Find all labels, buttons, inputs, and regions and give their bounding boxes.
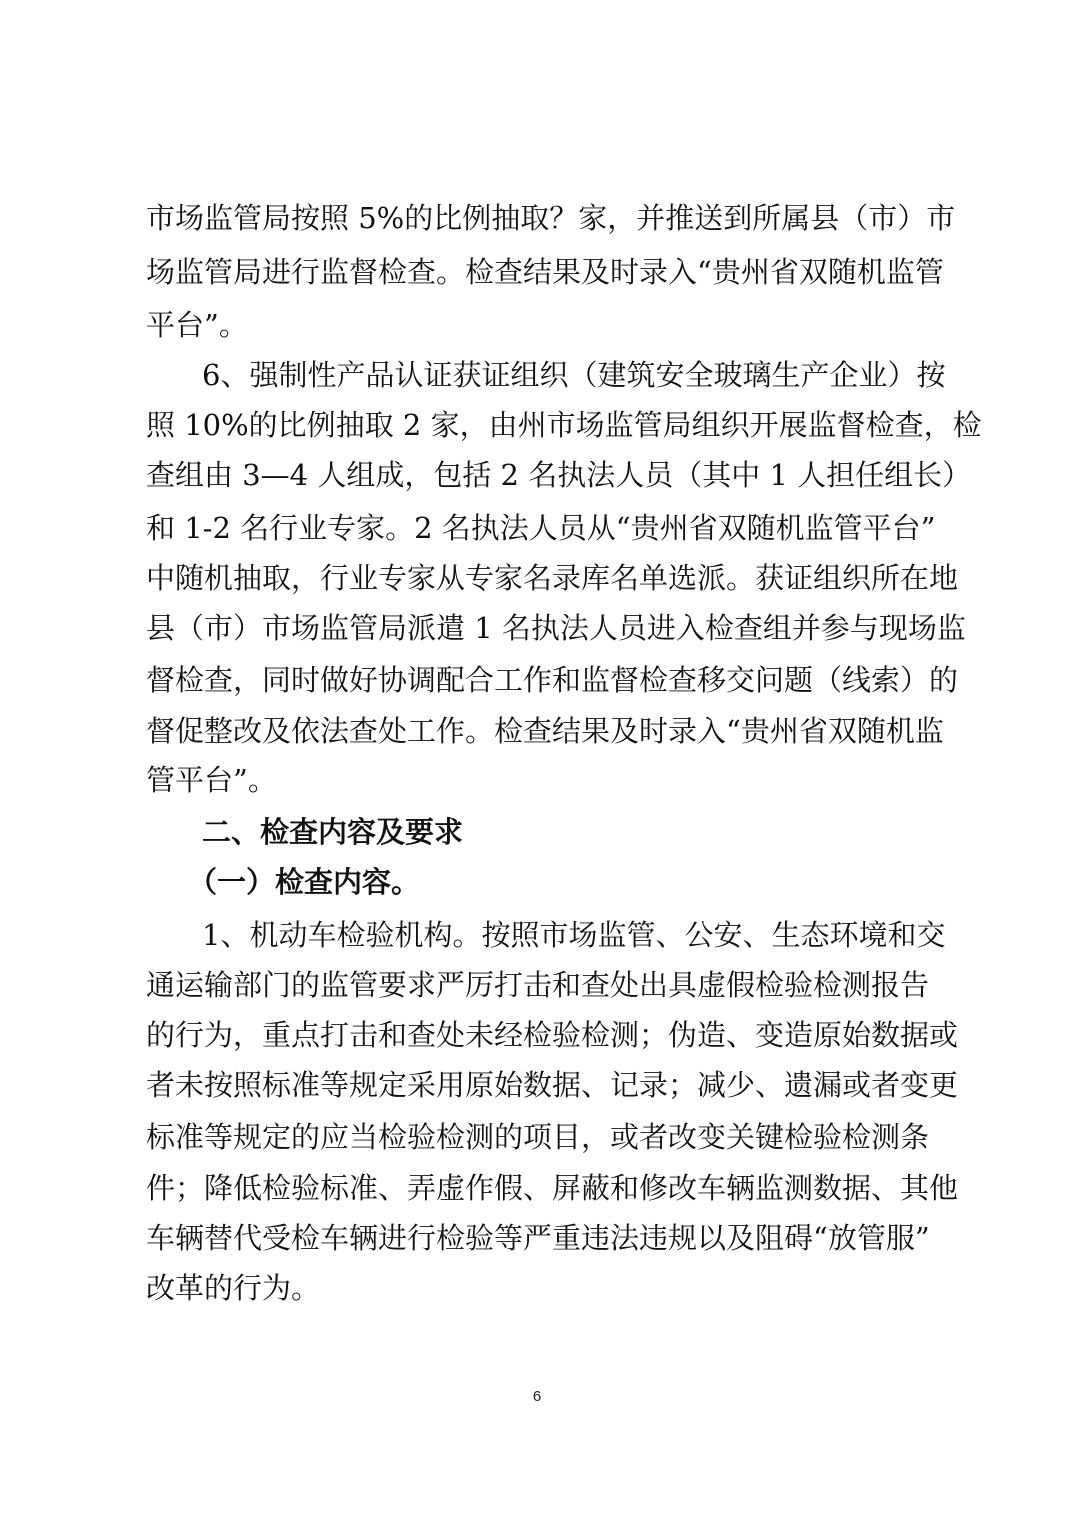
text-line: 县（市）市场监管局派遣 1 名执法人员进入检查组并参与现场监	[146, 611, 966, 645]
text-line: 场监管局进行监督检查。检查结果及时录入“贵州省双随机监管	[146, 255, 944, 289]
paragraph-1-start: 1、机动车检验机构。按照市场监管、公安、生态环境和交	[202, 918, 946, 952]
subsection-heading: （一）检查内容。	[188, 865, 421, 899]
section-heading: 二、检查内容及要求	[202, 815, 464, 849]
page-number: 6	[532, 1388, 542, 1405]
text-line: 管平台”。	[146, 763, 277, 797]
text-line: 督促整改及依法查处工作。检查结果及时录入“贵州省双随机监	[146, 714, 944, 748]
text-line: 照 10%的比例抽取 2 家，由州市场监管局组织开展监督检查，检	[146, 408, 982, 442]
text-line: 中随机抽取，行业专家从专家名录库名单选派。获证组织所在地	[146, 561, 959, 595]
text-line: 者未按照标准等规定采用原始数据、记录；减少、遗漏或者变更	[146, 1068, 959, 1102]
text-line: 平台”。	[146, 308, 248, 342]
text-line: 的行为，重点打击和查处未经检验检测；伪造、变造原始数据或	[146, 1018, 959, 1052]
text-line: 车辆替代受检车辆进行检验等严重违法违规以及阻碍“放管服”	[146, 1221, 930, 1255]
text-line: 改革的行为。	[146, 1271, 321, 1305]
text-line: 和 1-2 名行业专家。2 名执法人员从“贵州省双随机监管平台”	[146, 511, 936, 545]
text-line: 督检查，同时做好协调配合工作和监督检查移交问题（线索）的	[146, 663, 959, 697]
text-line: 通运输部门的监管要求严厉打击和查处出具虚假检验检测报告	[146, 968, 930, 1002]
text-line: 标准等规定的应当检验检测的项目，或者改变关键检验检测条	[146, 1120, 930, 1154]
text-line: 件；降低检验标准、弄虚作假、屏蔽和修改车辆监测数据、其他	[146, 1171, 959, 1205]
paragraph-6-start: 6、强制性产品认证获证组织（建筑安全玻璃生产企业）按	[202, 358, 946, 392]
text-line: 查组由 3—4 人组成，包括 2 名执法人员（其中 1 人担任组长）	[146, 458, 972, 492]
text-line: 市场监管局按照 5%的比例抽取？家，并推送到所属县（市）市	[146, 201, 956, 235]
